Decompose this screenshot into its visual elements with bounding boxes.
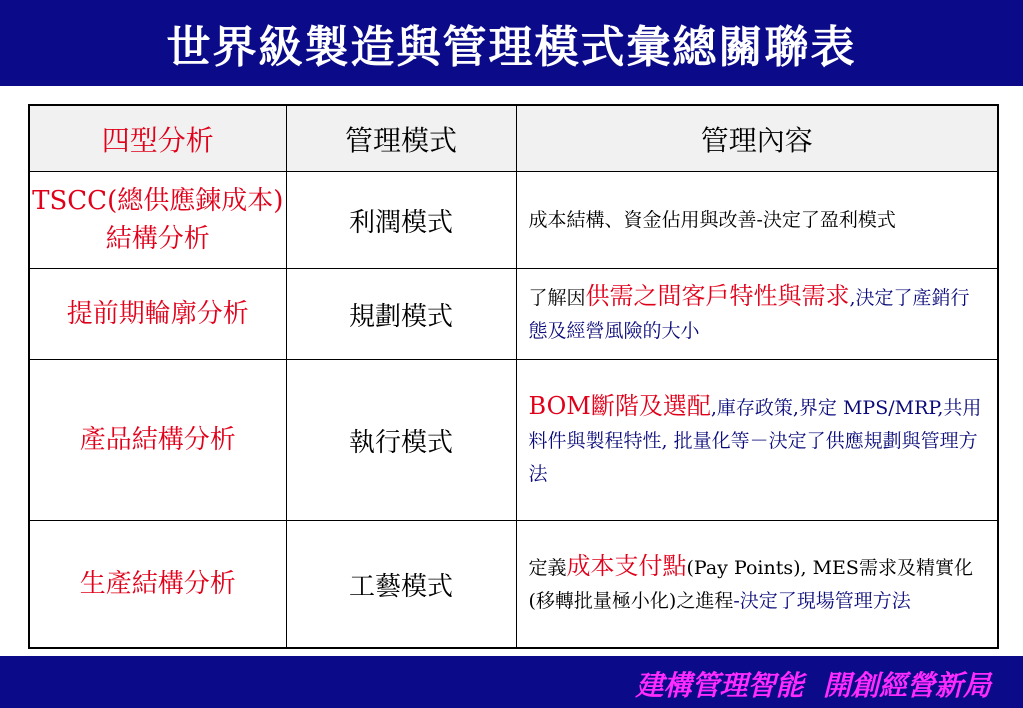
mode-cell: 利潤模式 <box>286 172 516 269</box>
mode-cell: 工藝模式 <box>286 521 516 649</box>
footer-slogan: 建構管理智能 開創經營新局 <box>635 669 991 702</box>
content-cell <box>516 360 998 521</box>
mode-cell: 執行模式 <box>286 360 516 521</box>
summary-table-container <box>28 104 999 649</box>
table-row <box>29 269 998 360</box>
table-row <box>29 521 998 649</box>
content-emphasis: 供需之間客戶特性與需求 <box>585 282 850 310</box>
analysis-cell: 生產結構分析 <box>29 521 286 649</box>
content-emphasis: BOM斷階及選配 <box>528 391 711 420</box>
content-cell <box>516 172 998 269</box>
title-banner <box>0 0 1023 86</box>
content-cell <box>516 521 998 649</box>
content-text: -決定了現場管理方法 <box>733 590 911 612</box>
header-content: 管理內容 <box>516 105 998 172</box>
analysis-cell <box>29 172 286 269</box>
table-header-row <box>29 105 998 172</box>
content-cell <box>516 269 998 360</box>
table-row <box>29 172 998 269</box>
summary-table <box>28 104 999 649</box>
content-text: ,決定了產銷行態及經營風險的大小 <box>528 287 970 342</box>
content-text: 了解因 <box>528 287 586 309</box>
content-emphasis: 成本支付點 <box>566 552 687 580</box>
mode-cell: 規劃模式 <box>286 269 516 360</box>
header-analysis: 四型分析 <box>29 105 286 172</box>
table-row <box>29 360 998 521</box>
content-text: ,庫存政策,界定 MPS/MRP,共用料件與製程特性, 批量化等－決定了供應規劃與管理方法 <box>528 396 982 485</box>
analysis-text: TSCC(總供應鍊成本)結構分析 <box>32 186 284 254</box>
footer-banner <box>0 656 1023 708</box>
analysis-cell: 產品結構分析 <box>29 360 286 521</box>
analysis-cell: 提前期輪廓分析 <box>29 269 286 360</box>
content-text: 成本結構、資金佔用與改善-決定了盈利模式 <box>528 208 896 231</box>
header-mode: 管理模式 <box>286 105 516 172</box>
content-text: (Pay Points), MES需求及精實化(移轉批量極小化)之進程 <box>528 557 973 612</box>
content-text: 定義 <box>528 557 567 579</box>
page-title: 世界級製造與管理模式彙總關聯表 <box>166 22 857 73</box>
